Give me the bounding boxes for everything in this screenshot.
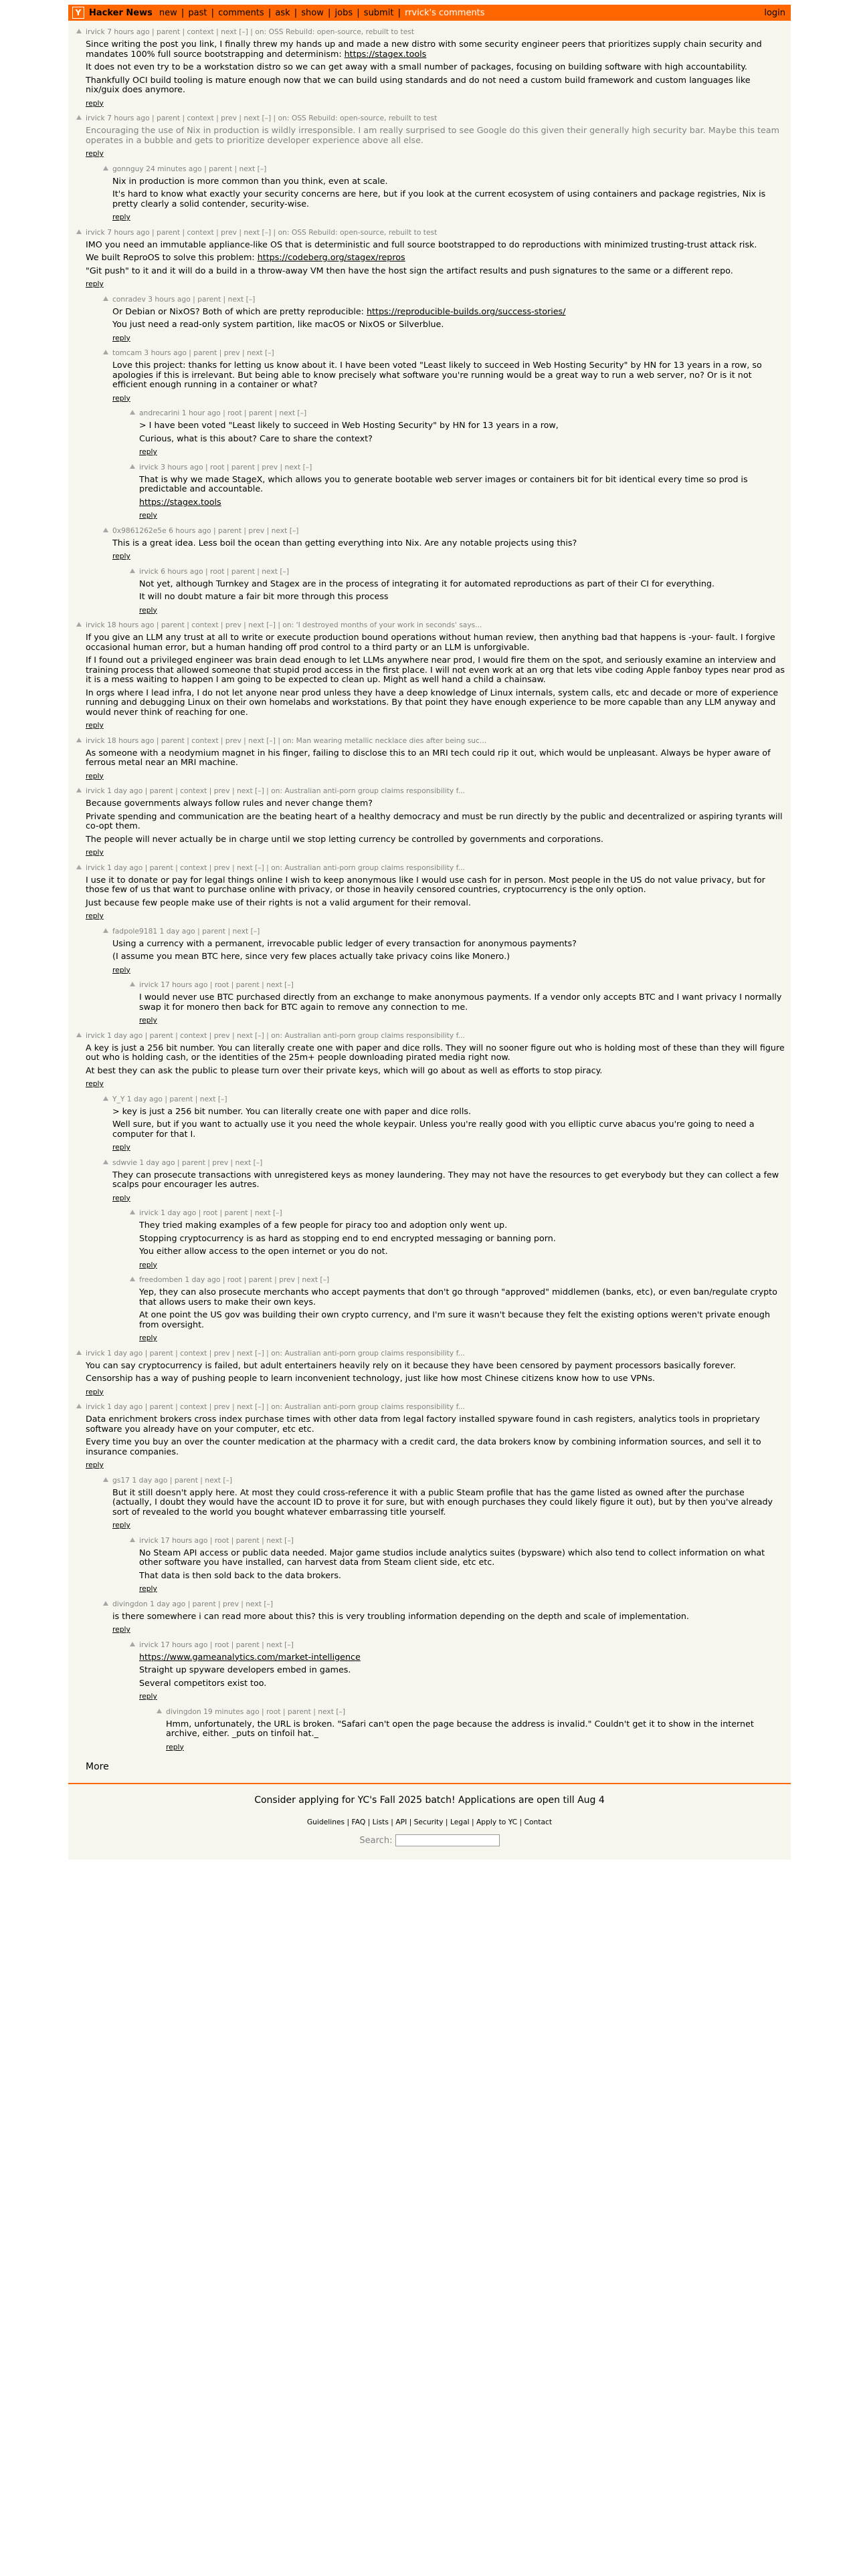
comment — [68, 1640, 791, 1707]
upvote-arrow-icon[interactable] — [130, 982, 135, 986]
upvote-arrow-icon[interactable] — [76, 865, 82, 869]
comment-paragraph — [86, 812, 785, 831]
nav-separator: | — [265, 7, 274, 18]
upvote-arrow-icon[interactable] — [76, 788, 82, 792]
upvote-arrow-icon[interactable] — [76, 229, 82, 234]
comment-meta[interactable]: conradev 3 hours ago | parent | next [–] — [112, 294, 256, 304]
comment — [68, 409, 791, 463]
footer-link[interactable]: Legal — [450, 1818, 470, 1826]
comment — [68, 526, 791, 567]
paragraph-text: Since writing the post you link, I finally threw my hands up and made a new distro with some security engineer peers that prioritizes supply chain security and mandates 100% full source bootstrapping and determinism: — [86, 39, 762, 59]
comment-paragraph — [139, 1247, 785, 1257]
comment — [68, 114, 791, 165]
comment-paragraph — [112, 177, 785, 187]
comment — [68, 1208, 791, 1275]
comment-meta[interactable]: irvick 1 day ago | parent | context | prev | next [–] | on: Australian anti-porn group claims responsibility f... — [86, 863, 465, 872]
comment-link[interactable]: https://stagex.tools — [139, 496, 221, 507]
reply-link[interactable]: reply — [86, 848, 104, 857]
nav-new[interactable]: new — [159, 7, 177, 18]
paragraph-text: A key is just a 256 bit number. You can literally create one with paper and dice rolls. They will no sooner figure out who is holding most of these than they will figure out who is holding cash, or the identities of the 25m+ people downloading pirated media right now. — [86, 1042, 785, 1062]
comment-paragraph — [112, 1119, 785, 1139]
comment — [68, 1476, 791, 1536]
comment-text — [86, 875, 785, 908]
comment-text — [139, 1220, 785, 1257]
paragraph-text: Hmm, unfortunately, the URL is broken. "Safari can't open the page because the address is invalid." Couldn't get it to show in the internet archive, either. _puts on tinfoil hat._ — [166, 1718, 754, 1738]
comment — [68, 348, 791, 409]
comment-meta[interactable]: irvick 1 day ago | root | parent | next [–] — [139, 1208, 282, 1217]
comment-text — [86, 748, 785, 768]
comment-paragraph — [139, 1220, 785, 1230]
paragraph-text: At best they can ask the public to please turn over their private keys, which will go about as well as efforts to stop piracy. — [86, 1065, 603, 1075]
upvote-arrow-icon[interactable] — [76, 115, 82, 120]
upvote-arrow-icon[interactable] — [103, 1601, 108, 1606]
top-nav — [159, 8, 764, 18]
comment-paragraph — [139, 579, 785, 589]
paragraph-text: That is why we made StageX, which allows you to generate bootable web server images or containers bit for bit identical every time so prod is predictable and accountable. — [139, 473, 748, 494]
footer — [68, 1783, 791, 1860]
footer-link[interactable]: Lists — [372, 1818, 389, 1826]
paragraph-text: Not yet, although Turnkey and Stagex are in the process of integrating it for automated reproductions as part of their CI for everything. — [139, 578, 714, 588]
comment-paragraph — [139, 1665, 785, 1675]
comment-meta[interactable]: irvick 1 day ago | parent | context | prev | next [–] | on: Australian anti-porn group claims responsibility f... — [86, 1031, 465, 1040]
comment-meta[interactable]: divingdon 1 day ago | parent | prev | next [–] — [112, 1599, 274, 1608]
upvote-arrow-icon[interactable] — [103, 1160, 108, 1164]
paragraph-text: Stopping cryptocurrency is as hard as stopping end to end encrypted messaging or banning porn. — [139, 1232, 556, 1243]
paragraph-text: They can prosecute transactions with unregistered keys as money laundering. They may not have the resources to get everybody but they can collect a few scalps pour encourager les autres. — [112, 1169, 779, 1189]
comment-meta[interactable]: irvick 6 hours ago | root | parent | next [–] — [139, 566, 290, 576]
paragraph-text: They tried making examples of a few people for piracy too and adoption only went up. — [139, 1220, 508, 1230]
footer-link[interactable]: API — [395, 1818, 407, 1826]
upvote-arrow-icon[interactable] — [76, 1033, 82, 1037]
comment-paragraph — [112, 360, 785, 390]
comment-paragraph — [112, 1107, 785, 1117]
comment-paragraph — [86, 875, 785, 895]
paragraph-text: > key is just a 256 bit number. You can literally create one with paper and dice rolls. — [112, 1105, 471, 1116]
reply-link[interactable]: reply — [86, 1387, 104, 1396]
comment-paragraph — [139, 1679, 785, 1689]
reply-link[interactable]: reply — [112, 393, 130, 403]
comment-meta[interactable]: irvick 17 hours ago | root | parent | next [–] — [139, 1535, 294, 1545]
comment-link[interactable]: https://stagex.tools — [344, 48, 427, 59]
footer-link[interactable]: FAQ — [351, 1818, 366, 1826]
reply-link[interactable]: reply — [139, 605, 157, 615]
paragraph-text: You can say cryptocurrency is failed, but adult entertainers heavily rely on it because they have been censored by payment processors basically forever. — [86, 1360, 736, 1370]
reply-link[interactable]: reply — [139, 1333, 157, 1342]
comment-text — [86, 1361, 785, 1384]
comment-text — [139, 1652, 785, 1689]
page — [68, 5, 791, 1860]
comment-paragraph — [86, 253, 785, 263]
reply-link[interactable]: reply — [86, 280, 104, 288]
comment-paragraph — [86, 266, 785, 276]
paragraph-text: It does not even try to be a workstation distro so we can get away with a small number of packages, focusing on building software with high accountability. — [86, 62, 747, 72]
comment-text — [139, 475, 785, 508]
reply-link[interactable]: reply — [112, 965, 130, 974]
upvote-arrow-icon[interactable] — [130, 1210, 135, 1214]
comment-paragraph — [139, 1548, 785, 1568]
comment — [68, 567, 791, 621]
paragraph-text: But it still doesn't apply here. At most they could cross-reference it with a public Steam profile that has the game listed as owned after the purchase (actually, I doubt they would have the account ID to prove it for sure, but with enough purchases they could likely figure it out), but by then you've already sort of revealed to the world you bought whatever embarrassing title yourself. — [112, 1487, 773, 1517]
comment-text — [112, 1612, 785, 1622]
reply-link[interactable]: reply — [112, 1143, 130, 1152]
upvote-arrow-icon[interactable] — [76, 622, 82, 627]
comment-meta[interactable]: irvick 17 hours ago | root | parent | next [–] — [139, 1640, 294, 1649]
paragraph-text: It's hard to know what exactly your security concerns are here, but if you look at the current ecosystem of using containers and package registries, Nix is pretty clearly a solid contender, security-wise. — [112, 189, 766, 209]
reply-link[interactable]: reply — [86, 1079, 104, 1088]
upvote-arrow-icon[interactable] — [103, 928, 108, 933]
comment-text — [86, 126, 785, 145]
comment-text — [86, 798, 785, 844]
comment-paragraph — [139, 434, 785, 444]
site-title[interactable]: Hacker News — [89, 7, 153, 18]
comment — [68, 927, 791, 981]
comment-meta[interactable]: fadpole9181 1 day ago | parent | next [–] — [112, 926, 260, 936]
comment-text — [86, 240, 785, 276]
comment-paragraph — [112, 939, 785, 949]
footer-separator: | — [443, 1818, 450, 1826]
comment — [68, 228, 791, 295]
upvote-arrow-icon[interactable] — [130, 568, 135, 573]
paragraph-text: Censorship has a way of pushing people to learn inconvenient technology, just like how most Chinese citizens know how to use VPNs. — [86, 1373, 656, 1383]
nav-separator: | — [395, 7, 404, 18]
comment-paragraph — [139, 498, 785, 508]
paragraph-text: Curious, what is this about? Care to share the context? — [139, 433, 373, 443]
comment — [68, 1349, 791, 1403]
comment-text — [112, 307, 785, 330]
paragraph-text: "Git push" to it and it will do a build in a throw-away VM then have the host sign the artifact results and push signatures to the same or a different repo. — [86, 265, 733, 276]
comment-paragraph — [86, 898, 785, 908]
comment-meta[interactable]: irvick 1 day ago | parent | context | prev | next [–] | on: Australian anti-porn group claims responsibility f... — [86, 1402, 465, 1411]
comment-paragraph — [112, 1612, 785, 1622]
more-link[interactable]: More — [86, 1761, 109, 1772]
paragraph-text: Private spending and communication are the beating heart of a healthy democracy and must be run directly by the public and decentralized or aspiring tyrants will co-opt them. — [86, 811, 783, 831]
paragraph-text: Data enrichment brokers cross index purchase times with other data from legal factory installed spyware found in cash registers, analytics tools in proprietary software you already have on your computer, etc etc. — [86, 1414, 760, 1434]
nav-separator: | — [291, 7, 300, 18]
comment-meta[interactable]: divingdon 19 minutes ago | root | parent | next [–] — [166, 1707, 346, 1716]
paragraph-text: IMO you need an immutable appliance-like OS that is deterministic and full source bootstrapped to do reproductions with minimized trusting-trust attack risk. — [86, 239, 757, 249]
upvote-arrow-icon[interactable] — [76, 29, 82, 33]
reply-link[interactable]: reply — [139, 511, 157, 520]
nav-separator: | — [208, 7, 217, 18]
comment — [68, 786, 791, 863]
comment-meta[interactable]: irvick 7 hours ago | parent | context | prev | next [–] | on: OSS Rebuild: open-source, rebuilt to test — [86, 227, 438, 237]
comment-paragraph — [86, 688, 785, 718]
comment — [68, 980, 791, 1031]
comment-paragraph — [139, 475, 785, 494]
comment-paragraph — [139, 992, 785, 1012]
reply-link[interactable]: reply — [86, 721, 104, 730]
paragraph-text: Just because few people make use of their rights is not a valid argument for their removal. — [86, 897, 471, 907]
login-link[interactable]: login — [764, 7, 785, 18]
comment-text — [112, 1488, 785, 1517]
paragraph-text: Well sure, but if you want to actually use it you need the whole keypair. Unless you're really good with you elliptic curve abacus you're going to need a computer for that I. — [112, 1119, 755, 1139]
comment-paragraph — [86, 39, 785, 59]
comment-paragraph — [86, 62, 785, 72]
comment-meta[interactable]: freedomben 1 day ago | root | parent | prev | next [–] — [139, 1275, 330, 1284]
reply-link[interactable]: reply — [86, 1461, 104, 1469]
paragraph-text: is there somewhere i can read more about this? this is very troubling information depending on the depth and scale of implementation. — [112, 1610, 689, 1621]
comment — [68, 1158, 791, 1209]
comment-text — [86, 1414, 785, 1457]
comment-meta[interactable]: Y_Y 1 day ago | parent | next [–] — [112, 1094, 227, 1103]
reply-link[interactable]: reply — [86, 149, 104, 158]
comment-list — [68, 21, 791, 1757]
footer-link[interactable]: Apply to YC — [476, 1818, 518, 1826]
paragraph-text: If I found out a privileged engineer was brain dead enough to let LLMs anywhere near prod, I would fire them on the spot, and seriously examine an interview and training process that allowed someone that stupid prod access in the first place. I will not even work at an org that lets vibe coding Apple fanboy types near prod as it is a mess waiting to happen I am going to be expected to clean up. Might as well hand a child a chainsaw. — [86, 655, 785, 684]
comment-text — [112, 538, 785, 548]
reply-link[interactable]: reply — [166, 1742, 184, 1751]
paragraph-text: No Steam API access or public data needed. Major game studios include analytics suites (bypsware) which also tend to collect information on what other software you have installed, can harvest data from Steam client side, etc etc. — [139, 1547, 765, 1567]
comment-text — [139, 421, 785, 443]
upvote-arrow-icon[interactable] — [130, 410, 135, 415]
comment — [68, 1275, 791, 1349]
paragraph-text: Because governments always follow rules and never change them? — [86, 798, 373, 808]
search-area — [68, 1834, 791, 1846]
paragraph-text: Or Debian or NixOS? Both of which are pretty reproducible: — [112, 306, 367, 316]
upvote-arrow-icon[interactable] — [103, 528, 108, 532]
comment — [68, 27, 791, 114]
comment — [68, 295, 791, 349]
reply-link[interactable]: reply — [112, 1625, 130, 1634]
comment-meta[interactable]: gonnguy 24 minutes ago | parent | next [–] — [112, 164, 267, 173]
comment-paragraph — [112, 952, 785, 962]
paragraph-text: Using a currency with a permanent, irrevocable public ledger of every transaction for anonymous payments? — [112, 938, 577, 948]
comment-meta[interactable]: gs17 1 day ago | parent | next [–] — [112, 1475, 233, 1485]
footer-separator: | — [469, 1818, 476, 1826]
comment — [68, 1402, 791, 1476]
paragraph-text: You either allow access to the open internet or you do not. — [139, 1246, 388, 1256]
comment-meta[interactable]: andrecarini 1 hour ago | root | parent | next [–] — [139, 409, 307, 417]
comment-paragraph — [112, 307, 785, 317]
comment-meta[interactable]: irvick 7 hours ago | parent | context | prev | next [–] | on: OSS Rebuild: open-source, rebuilt to test — [86, 114, 438, 122]
upvote-arrow-icon[interactable] — [103, 350, 108, 354]
comment — [68, 165, 791, 228]
comment-text — [112, 360, 785, 390]
footer-separator: | — [388, 1818, 396, 1826]
comment-paragraph — [86, 126, 785, 145]
nav-current-page: rrvick's comments — [405, 7, 485, 18]
footer-separator: | — [345, 1818, 352, 1826]
upvote-arrow-icon[interactable] — [130, 464, 135, 469]
comment — [68, 1600, 791, 1640]
comment-paragraph — [139, 1652, 785, 1662]
comment-paragraph — [139, 1310, 785, 1329]
reply-link[interactable]: reply — [112, 1193, 130, 1202]
comment-meta[interactable]: irvick 1 day ago | parent | context | prev | next [–] | on: Australian anti-porn group claims responsibility f... — [86, 1348, 465, 1358]
nav-ask[interactable]: ask — [275, 7, 290, 18]
upvote-arrow-icon[interactable] — [76, 1404, 82, 1408]
comment — [68, 621, 791, 736]
comment-paragraph — [166, 1719, 785, 1739]
comment-paragraph — [139, 1571, 785, 1581]
paragraph-text: Thankfully OCI build tooling is mature enough now that we can build using standards and do not need a custom build framework and custom languages like nix/guix does anymore. — [86, 74, 751, 94]
paragraph-text: This is a great idea. Less boil the ocean than getting everything into Nix. Are any notable projects using this? — [112, 537, 577, 548]
comment-text — [112, 939, 785, 962]
paragraph-text: Straight up spyware developers embed in games. — [139, 1665, 351, 1675]
reply-link[interactable]: reply — [86, 911, 104, 920]
comment-text — [86, 39, 785, 95]
nav-past[interactable]: past — [188, 7, 207, 18]
comment-meta[interactable]: irvick 3 hours ago | root | parent | prev | next [–] — [139, 462, 312, 471]
reply-link[interactable]: reply — [86, 771, 104, 780]
comment-meta[interactable]: irvick 18 hours ago | parent | context | prev | next [–] | on: 'I destroyed months of your work in seconds' says... — [86, 621, 482, 629]
comment-paragraph — [139, 421, 785, 431]
comment-text — [112, 177, 785, 209]
comment — [68, 736, 791, 787]
nav-separator: | — [354, 7, 363, 18]
nav-separator: | — [324, 7, 334, 18]
paragraph-text: Nix in production is more common than you think, even at scale. — [112, 175, 388, 186]
comment-link[interactable]: https://codeberg.org/stagex/repros — [257, 252, 405, 262]
footer-separator: | — [365, 1818, 373, 1826]
comment — [68, 1707, 791, 1758]
upvote-arrow-icon[interactable] — [157, 1709, 162, 1713]
paragraph-text: If you give an LLM any trust at all to write or execute production bound operations without human review, then anything bad that happens is -your- fault. I forgive occasional human error, but a human handing off prod control to a third party or an LLM is unforgivable. — [86, 632, 775, 652]
paragraph-text: > I have been voted "Least likely to succeed in Web Hosting Security" by HN for 13 years in a row, — [139, 420, 559, 430]
comment-meta[interactable]: irvick 1 day ago | parent | context | prev | next [–] | on: Australian anti-porn group claims responsibility f... — [86, 786, 465, 795]
reply-link[interactable]: reply — [139, 1260, 157, 1269]
reply-link[interactable]: reply — [86, 98, 104, 108]
upvote-arrow-icon[interactable] — [76, 1350, 82, 1355]
paragraph-text: Love this project: thanks for letting us know about it. I have been voted "Least likely to succeed in Web Hosting Security" by HN for 13 years in a row, so apologies if this is irrelevant. But being able to know precisely what software you're running would be a great way to run a web server, no? Or is it not efficient enough running in a container or what? — [112, 360, 762, 389]
paragraph-text: Yep, they can also prosecute merchants who accept payments that don't go through "approved" middlemen (banks, etc), or even ban/regulate crypto that allows users to make their own keys. — [139, 1287, 777, 1307]
upvote-arrow-icon[interactable] — [76, 738, 82, 742]
footer-link[interactable]: Security — [413, 1818, 444, 1826]
comment-text — [166, 1719, 785, 1739]
comment-paragraph — [112, 538, 785, 548]
comment-meta[interactable]: irvick 17 hours ago | root | parent | next [–] — [139, 980, 294, 989]
footer-separator: | — [517, 1818, 524, 1826]
paragraph-text: (I assume you mean BTC here, since very few places actually take privacy coins like Monero.) — [112, 951, 510, 961]
comment-meta[interactable]: 0x9861262e5e 6 hours ago | parent | prev | next [–] — [112, 526, 299, 535]
reply-link[interactable]: reply — [112, 333, 130, 342]
reply-link[interactable]: reply — [112, 213, 130, 221]
comment-text — [139, 1548, 785, 1581]
paragraph-text: In orgs where I lead infra, I do not let anyone near prod unless they have a deep knowledge of Linux internals, system calls, etc and decade or more of experience running and debugging Linux on their own homelabs and workstations. By that point they have enough experience to be more capable than any LLM anyway and would never think of reaching for one. — [86, 687, 779, 717]
comment-text — [86, 1043, 785, 1076]
comment — [68, 863, 791, 927]
comment-link[interactable]: https://www.gameanalytics.com/market-intelligence — [139, 1651, 361, 1662]
comment-text — [139, 1287, 785, 1329]
comment-paragraph — [86, 1066, 785, 1076]
paragraph-text: Encouraging the use of Nix in production is wildly irresponsible. I am really surprised to see Google do this given their generally high security bar. Maybe this team operates in a bubble and gets to prioritize developer experience above all else. — [86, 125, 779, 145]
nav-separator: | — [178, 7, 187, 18]
reply-link[interactable]: reply — [139, 1584, 157, 1593]
comment-paragraph — [86, 1414, 785, 1434]
comment-paragraph — [112, 1488, 785, 1517]
search-label: Search: — [359, 1836, 393, 1846]
comment-paragraph — [86, 76, 785, 95]
paragraph-text: At one point the US gov was building their own crypto currency, and I'm sure it wasn't because they felt the existing options weren't private enough from oversight. — [139, 1309, 771, 1329]
comment-meta[interactable]: tomcam 3 hours ago | parent | prev | next [–] — [112, 348, 274, 357]
comment-paragraph — [86, 798, 785, 809]
upvote-arrow-icon[interactable] — [130, 1277, 135, 1281]
paragraph-text: You just need a read-only system partition, like macOS or NixOS or Silverblue. — [112, 319, 444, 329]
reply-link[interactable]: reply — [139, 447, 157, 456]
upvote-arrow-icon[interactable] — [130, 1642, 135, 1646]
comment-paragraph — [86, 633, 785, 652]
nav-jobs[interactable]: jobs — [335, 7, 353, 18]
comment-paragraph — [139, 1287, 785, 1307]
comment-paragraph — [112, 189, 785, 209]
search-input[interactable] — [395, 1834, 500, 1846]
paragraph-text: I use it to donate or pay for legal things online I wish to keep anonymous like I would use cash for in person. Most people in the US do not value privacy, but for those few of us that want to purchase online with privacy, or those in heavily censored countries, cryptocurrency is the only option. — [86, 874, 765, 894]
paragraph-text: As someone with a neodymium magnet in his finger, failing to disclose this to an MRI tech could rip it out, which would be unpleasant. Always be hyper aware of ferrous metal near an MRI machine. — [86, 747, 771, 767]
comment-paragraph — [139, 1234, 785, 1244]
paragraph-text: Every time you buy an over the counter medication at the pharmacy with a credit card, the data brokers know by combining information sources, and sell it to insurance companies. — [86, 1436, 761, 1457]
comment-paragraph — [112, 1170, 785, 1190]
comment-link[interactable]: https://reproducible-builds.org/success-stories/ — [366, 306, 566, 316]
comment-meta[interactable]: irvick 7 hours ago | parent | context | next [–] | on: OSS Rebuild: open-source, rebuilt to test — [86, 27, 415, 36]
footer-link[interactable]: Contact — [524, 1818, 553, 1826]
nav-show[interactable]: show — [301, 7, 324, 18]
paragraph-text: We built ReproOS to solve this problem: — [86, 252, 258, 262]
comment-paragraph — [112, 320, 785, 330]
comment-meta[interactable]: irvick 18 hours ago | parent | context | prev | next [–] | on: Man wearing metallic necklace dies after being suc... — [86, 736, 487, 745]
comment-paragraph — [86, 835, 785, 845]
reply-link[interactable]: reply — [112, 1521, 130, 1529]
comment-text — [112, 1107, 785, 1140]
upvote-arrow-icon[interactable] — [103, 1096, 108, 1101]
reply-link[interactable]: reply — [139, 1692, 157, 1701]
comment-paragraph — [86, 1374, 785, 1384]
comment-text — [112, 1170, 785, 1190]
comment-paragraph — [86, 655, 785, 685]
upvote-arrow-icon[interactable] — [103, 166, 108, 171]
upvote-arrow-icon[interactable] — [103, 296, 108, 301]
paragraph-text: It will no doubt mature a fair bit more through this process — [139, 591, 389, 601]
yc-apply-banner[interactable]: Consider applying for YC's Fall 2025 batch! Applications are open till Aug 4 — [254, 1795, 605, 1806]
paragraph-text: That data is then sold back to the data brokers. — [139, 1570, 341, 1580]
reply-link[interactable]: reply — [112, 552, 130, 560]
upvote-arrow-icon[interactable] — [130, 1537, 135, 1542]
comment-paragraph — [139, 592, 785, 602]
nav-comments[interactable]: comments — [218, 7, 264, 18]
footer-links — [68, 1818, 791, 1826]
comment-meta[interactable]: sdwvie 1 day ago | parent | prev | next [–] — [112, 1158, 263, 1167]
comment-paragraph — [86, 1361, 785, 1371]
comment — [68, 1536, 791, 1600]
comment — [68, 1095, 791, 1158]
y-logo-icon[interactable]: Y — [72, 7, 84, 19]
comment — [68, 463, 791, 526]
top-bar — [68, 5, 791, 21]
paragraph-text: Several competitors exist too. — [139, 1677, 267, 1688]
comment-text — [86, 633, 785, 717]
nav-submit[interactable]: submit — [363, 7, 394, 18]
comment-paragraph — [86, 240, 785, 250]
footer-link[interactable]: Guidelines — [306, 1818, 345, 1826]
comment-paragraph — [86, 748, 785, 768]
comment-text — [139, 579, 785, 602]
paragraph-text: The people will never actually be in charge until we stop letting currency be controlled by governments and corporations. — [86, 833, 603, 844]
comment-paragraph — [86, 1043, 785, 1063]
footer-separator: | — [407, 1818, 414, 1826]
paragraph-text: I would never use BTC purchased directly from an exchange to make anonymous payments. If a vendor only accepts BTC and I want privacy I normally swap it for monero then back for BTC again to remove any connection to me. — [139, 992, 782, 1012]
comment-text — [139, 992, 785, 1012]
upvote-arrow-icon[interactable] — [103, 1477, 108, 1482]
comment-paragraph — [86, 1437, 785, 1457]
comment — [68, 1031, 791, 1095]
reply-link[interactable]: reply — [139, 1016, 157, 1025]
